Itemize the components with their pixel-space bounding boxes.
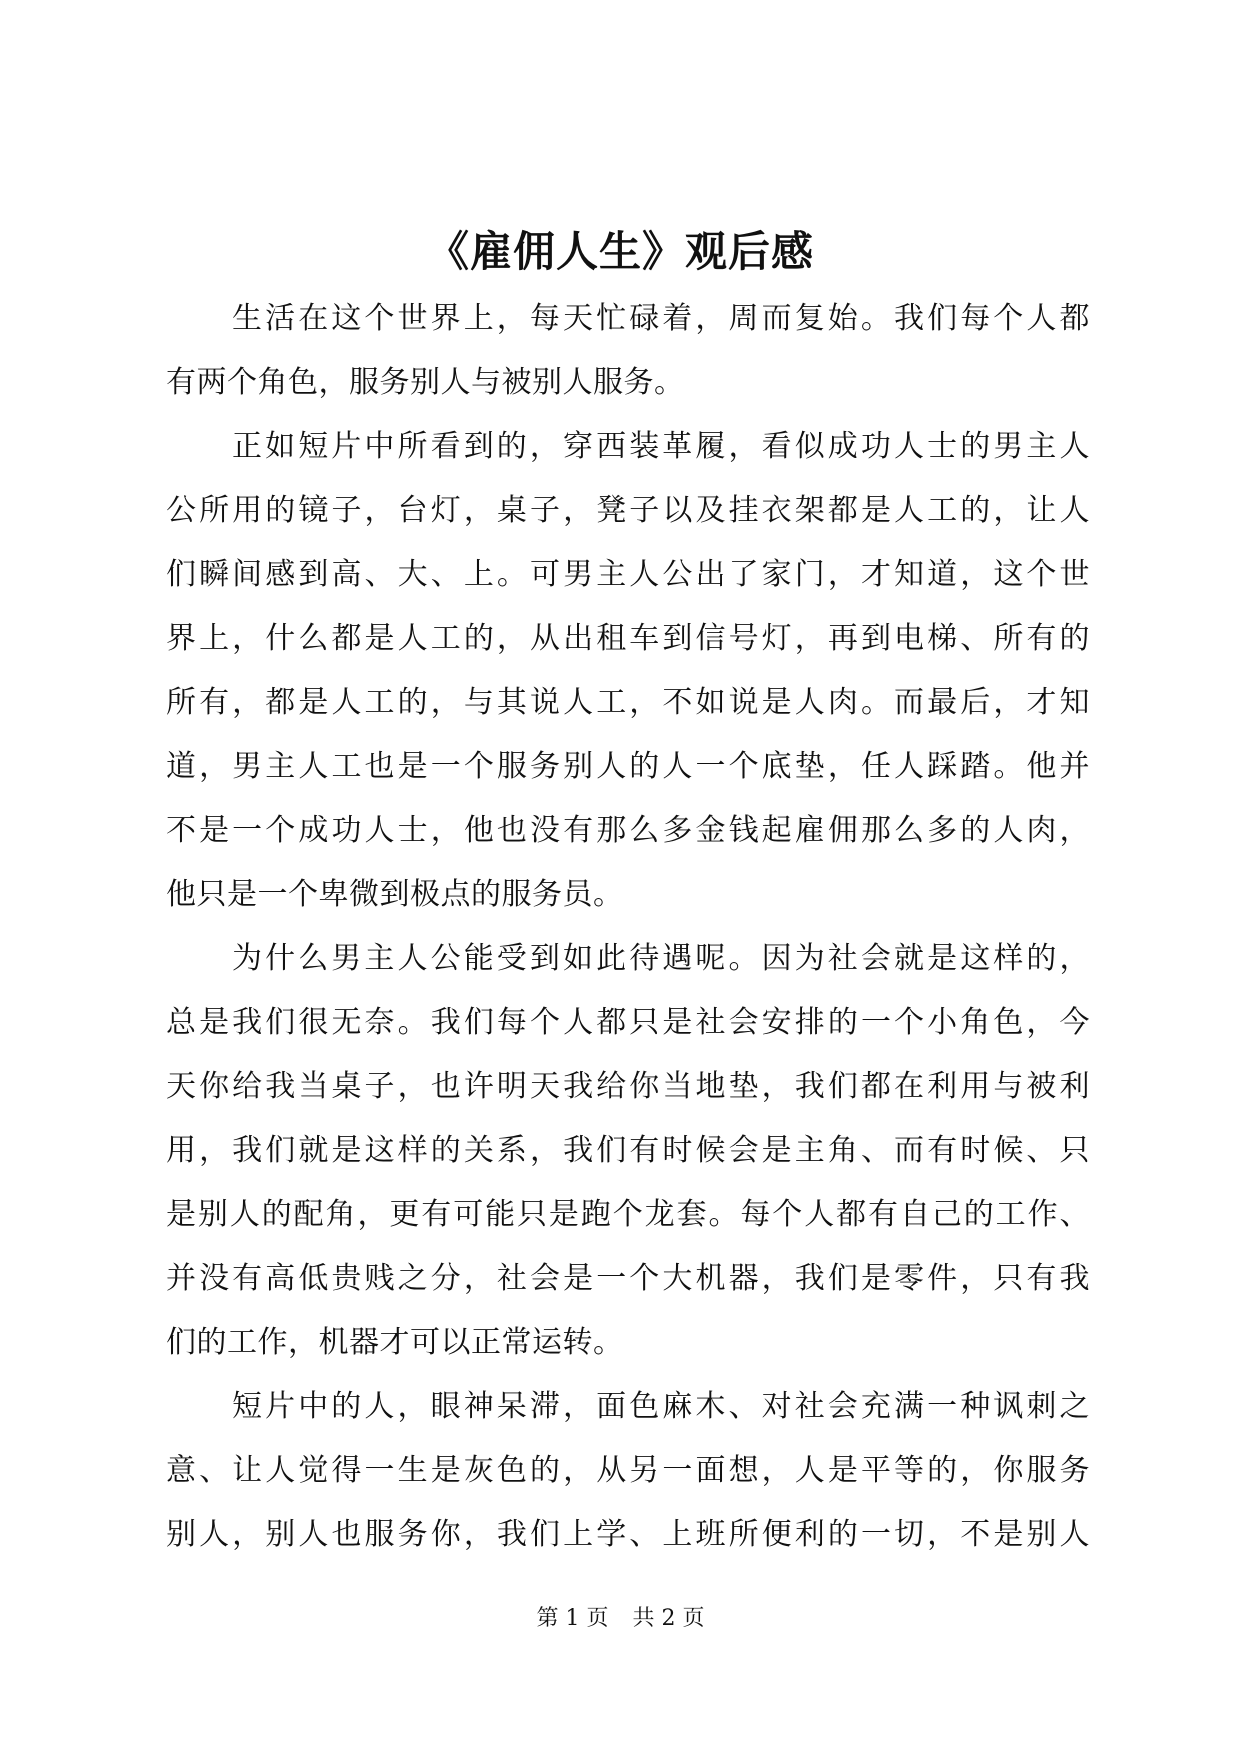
body-line: 生活在这个世界上，每天忙碌着，周而复始。我们每个人都 bbox=[232, 301, 1090, 336]
page-number: 第 1 页 bbox=[536, 1606, 609, 1631]
body-line: 天你给我当桌子，也许明天我给你当地垫，我们都在利用与被利 bbox=[166, 1069, 1090, 1104]
body-line: 所有，都是人工的，与其说人工，不如说是人肉。而最后，才知 bbox=[166, 685, 1090, 720]
body-line: 总是我们很无奈。我们每个人都只是社会安排的一个小角色，今 bbox=[166, 1005, 1090, 1040]
body-line: 公所用的镜子，台灯，桌子，凳子以及挂衣架都是人工的，让人 bbox=[166, 493, 1090, 528]
body-line: 他只是一个卑微到极点的服务员。 bbox=[166, 877, 624, 912]
body-line: 短片中的人，眼神呆滞，面色麻木、对社会充满一种讽刺之 bbox=[232, 1389, 1090, 1424]
document-title: 《雇佣人生》观后感 bbox=[426, 227, 814, 276]
body-line: 是别人的配角，更有可能只是跑个龙套。每个人都有自己的工作、 bbox=[166, 1197, 1090, 1232]
body-line: 正如短片中所看到的，穿西装革履，看似成功人士的男主人 bbox=[232, 429, 1090, 464]
body-line: 界上，什么都是人工的，从出租车到信号灯，再到电梯、所有的 bbox=[166, 621, 1090, 656]
body-line: 道，男主人工也是一个服务别人的人一个底垫，任人踩踏。他并 bbox=[166, 749, 1090, 784]
page-footer bbox=[0, 1604, 1241, 1634]
body-line: 们瞬间感到高、大、上。可男主人公出了家门，才知道，这个世 bbox=[166, 557, 1090, 592]
body-line: 意、让人觉得一生是灰色的，从另一面想，人是平等的，你服务 bbox=[166, 1453, 1090, 1488]
body-line: 有两个角色，服务别人与被别人服务。 bbox=[166, 365, 685, 400]
document-body bbox=[166, 287, 1090, 1567]
body-line: 用，我们就是这样的关系，我们有时候会是主角、而有时候、只 bbox=[166, 1133, 1090, 1168]
body-line: 为什么男主人公能受到如此待遇呢。因为社会就是这样的， bbox=[232, 941, 1090, 976]
body-line: 别人，别人也服务你，我们上学、上班所便利的一切，不是别人 bbox=[166, 1517, 1090, 1552]
page-total: 共 2 页 bbox=[632, 1606, 705, 1631]
body-line: 不是一个成功人士，他也没有那么多金钱起雇佣那么多的人肉， bbox=[166, 813, 1090, 848]
body-line: 并没有高低贵贱之分，社会是一个大机器，我们是零件，只有我 bbox=[166, 1261, 1090, 1296]
body-line: 们的工作，机器才可以正常运转。 bbox=[166, 1325, 624, 1360]
